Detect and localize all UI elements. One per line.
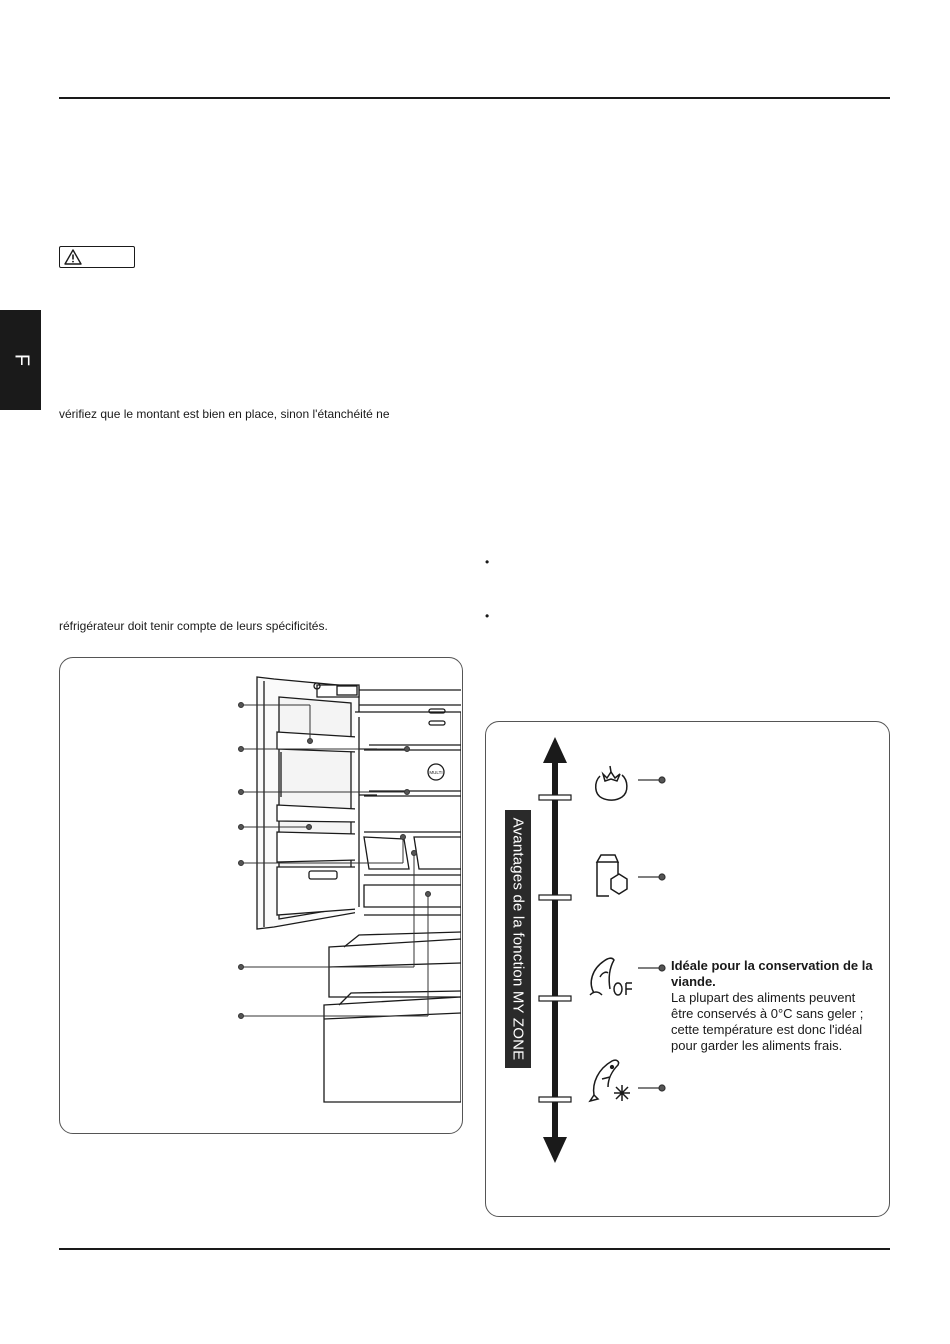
bullet-1: • — [485, 555, 490, 569]
zone-dot-2 — [659, 874, 665, 880]
fridge-illustration — [59, 657, 463, 1134]
callout-dot-3 — [239, 790, 244, 795]
language-tab-letter: F — [10, 353, 32, 367]
warning-triangle-icon — [64, 249, 82, 265]
arrow-down-icon — [543, 1137, 567, 1163]
callout-dot-6 — [239, 965, 244, 970]
zone-leaders — [632, 770, 672, 1100]
axis-tick-2 — [539, 895, 571, 900]
temperature-axis — [535, 735, 575, 1165]
axis-tick-4 — [539, 1097, 571, 1102]
zone-dot-1 — [659, 777, 665, 783]
language-tab — [0, 310, 41, 410]
zone-dot-3 — [659, 965, 665, 971]
my-zone-axis-label: Avantages de la fonction MY ZONE — [505, 810, 531, 1068]
callout-dot-5 — [239, 861, 244, 866]
axis-tick-1 — [539, 795, 571, 800]
meat-zero-degree-icon — [586, 953, 636, 999]
callout-dot-4 — [239, 825, 244, 830]
meat-zone-callout — [671, 958, 881, 1054]
callout-dot-2 — [239, 747, 244, 752]
meat-zone-description: La plupart des aliments peuvent être conservés à 0°C sans geler ; cette température est donc l'idéal pour garder les aliments frais. — [671, 990, 864, 1053]
arrow-up-icon — [543, 737, 567, 763]
multi-badge-label: MULTI — [429, 770, 443, 775]
fish-frozen-icon — [588, 1055, 634, 1105]
meat-zone-title: Idéale pour la conservation de la viande. — [671, 958, 873, 989]
warning-label — [59, 246, 135, 268]
axis-tick-3 — [539, 996, 571, 1001]
callout-dot-1 — [239, 703, 244, 708]
bottom-rule — [59, 1248, 890, 1250]
callout-dot-7 — [239, 1014, 244, 1019]
tomato-icon — [590, 762, 632, 804]
food-storage-text: réfrigérateur doit tenir compte de leurs spécificités. — [59, 619, 328, 633]
zone-dot-4 — [659, 1085, 665, 1091]
milk-carton-cheese-icon — [591, 852, 633, 900]
bullet-2: • — [485, 609, 490, 623]
top-rule — [59, 97, 890, 99]
door-seal-text: vérifiez que le montant est bien en place, sinon l'étanchéité ne — [59, 407, 390, 421]
